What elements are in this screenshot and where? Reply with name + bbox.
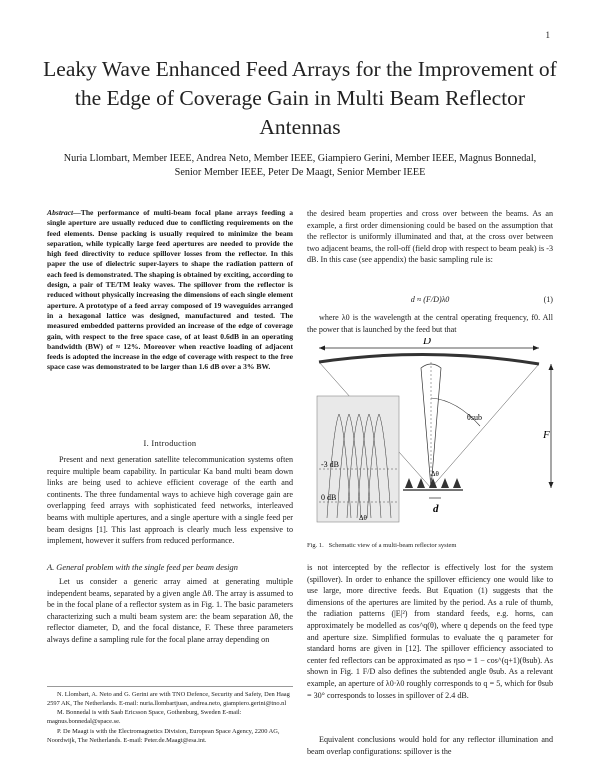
figure-1-diagram	[307, 338, 555, 534]
paper-title: Leaky Wave Enhanced Feed Arrays for the Improvement of the Edge of Coverage Gain in Multi Beam Reflector Antennas	[43, 57, 557, 139]
footnotes	[47, 686, 293, 746]
caption-text: Schematic view of a multi-beam reflector system	[328, 542, 457, 549]
equivalent-conclusions-paragraph: Equivalent conclusions would hold for any reflector illumination and beam overlap configurations: spillover is the	[307, 735, 553, 756]
after-equation-paragraph: where λ0 is the wavelength at the central operating frequency, f0. All the power that is launched by the feed but that	[307, 313, 553, 334]
figure-caption	[307, 540, 553, 552]
page-number: 1	[545, 30, 550, 40]
abstract	[47, 208, 293, 373]
subsection-heading-a: A. General problem with the single feed per beam design	[47, 563, 238, 572]
caption-label: Fig. 1.	[307, 542, 324, 549]
footnote: P. De Maagt is with the Electromagnetics Division, European Space Agency, 2200 AG, Noordwijk, The Netherlands. E-mail: Peter.de.Maagt@esa.int.	[47, 727, 280, 744]
subsection-a-paragraph: Let us consider a generic array aimed at generating multiple independent beams, separated by a given angle Δθ. The array is assumed to be in the focal plane of a reflector system as in Fig. 1. The basic parameters characterizing such a multi beam system are: the beam separation Δθ, the reflector diameter, D, and the focal distance, F. These three parameters always define a sampling rule for the focal plane array depending on	[47, 577, 293, 644]
label-0db: 0 dB	[321, 493, 337, 502]
abstract-lead: Abstract	[47, 208, 74, 217]
right-intro-paragraph: the desired beam properties and cross over between the beams. As an example, a first order dimensioning could be based on the assumption that the reflector is uniformly illuminated and that, at the cross over between two adjacent beams, the roll-off (field drop with respect to beam peak) is -3 dB. In this case (see appendix) the basic sampling rule is:	[307, 209, 553, 265]
label-theta-sub: θsub	[467, 413, 482, 422]
feed-array	[405, 478, 461, 488]
label-D: D	[423, 338, 431, 347]
abstract-text: —The performance of multi-beam focal plane arrays feeding a single aperture are usually reduced due to conflicting requirements on the feed elements. Dense packing is usually required to minimize the beam separation, while typically large feed apertures are needed to provide the high feed directivity to reduce spillover losses from the reflector. In this paper the use of dielectric super-layers to shape the radiation pattern of each feed is demonstrated. The shaping is obtained by exciting, according to design, a pair of TE/TM leaky waves. The spillover from the reflector is reduced without physically increasing the dimensions of each single element aperture. A prototype of a feed array composed of 19 waveguides arranged in a hexagonal lattice was designed, manufactured and tested. The measured embedded patterns provided an increase of the edge of coverage gain, with respect to the free space case, of at least 0.6dB in an operating bandwidth (BW) of ≈ 12%. Moreover when reactive loading of adjacent feeds is adopted the increase in the edge of coverage with respect to the free space case was demonstrated to be larger than 1.6 dB over a 3% BW.	[47, 208, 293, 372]
spillover-paragraph: is not intercepted by the reflector is effectively lost for the system (spillover). In order to enhance the spillover efficiency one would like to use large, more directive feeds. But Equation (1) suggests that the dimensions of the apertures are limited by the period. As a rule of thumb, the radiation patterns (|E|²) from standard feeds, e.g. horns, can approximately be modelled as cos^q(θ), where q depends on the feed type and aperture size. Simplified formulas to evaluate the q parameter for standard horns are given in [12]. The spillover efficiency associated to center fed reflectors can be approximated as ηso = 1 − cos^(q+1)(θsub). As shown in Fig. 1 F/D also defines the subtended angle θsub. As a relevant example, an aperture of λ0·λ0 roughly corresponds to q = 5, which for θsub = 30° corresponds to losses in spillover of 2.4 dB.	[307, 563, 553, 700]
equation-body: d ≈ (F/D)λ0	[410, 295, 450, 304]
section-heading-introduction: I. Introduction	[143, 439, 197, 448]
label-F: F	[543, 429, 550, 441]
introduction-paragraph: Present and next generation satellite telecommunication systems often require multiple beam capability. In particular Ka band multi beam down links are being used to achieve efficient coverage of the earth and continents. The three fundamental ways to achieve high coverage gain are overlapping feed arrays with sophisticated feed networks, interleaved beams with multiple apertures, and a single aperture with a single feed per beam designs [1]. This last approach is clearly much less expensive to implement, however it suffers from reduced performance.	[47, 455, 293, 546]
footnote: N. Llombart, A. Neto and G. Gerini are with TNO Defence, Security and Safety, Den Haag 2597 AK, The Netherlands. E-mail: nuria.llombartjuan, andrea.neto, giampiero.gerini@tno.nl	[47, 691, 290, 707]
reflector	[319, 354, 539, 364]
label-feed-delta-theta: Δθ	[431, 470, 439, 478]
equation-1	[307, 294, 553, 306]
label-d: d	[433, 503, 439, 515]
label-minus-3db: -3 dB	[321, 460, 339, 469]
equation-number: (1)	[543, 295, 553, 304]
author-list: Nuria Llombart, Member IEEE, Andrea Neto, Member IEEE, Giampiero Gerini, Member IEEE, Magnus Bonnedal, Senior Member IEEE, Peter De Maagt, Senior Member IEEE	[63, 153, 537, 178]
label-inset-delta-theta: Δθ	[359, 514, 367, 522]
footnote: M. Bonnedal is with Saab Ericsson Space, Gothenburg, Sweden E-mail: magnus.bonnedal@space.se.	[47, 709, 242, 726]
